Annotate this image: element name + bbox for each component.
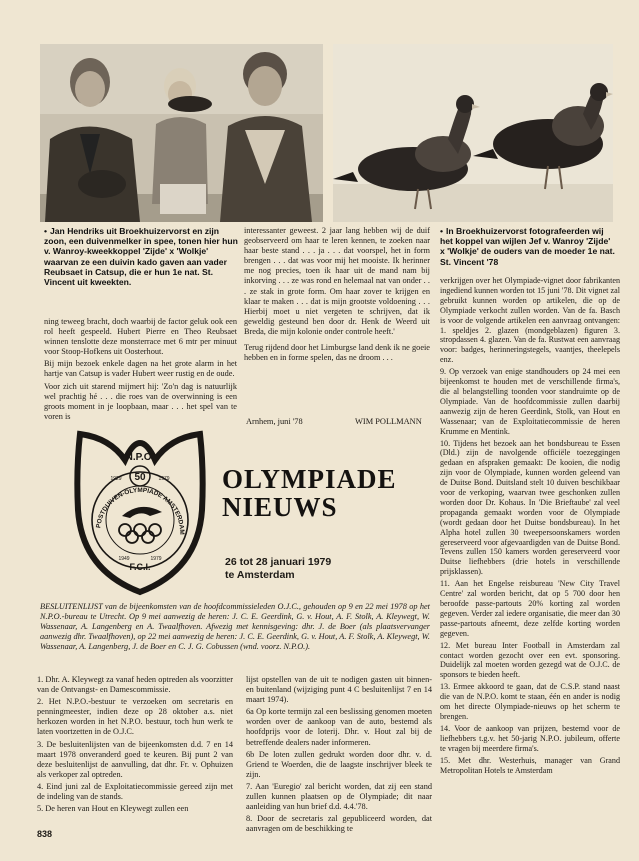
right-column-paragraph: 9. Op verzoek van enige standhouders op 24 mei een bijeenkomst te houden met de verschillende firma's, die al belangstelling toonden voor standruimte op de Olympiade. Van de hoofdcommissie zullen daarbij aanwezig zijn de heren Geerdink, Stolk, van Hout en Wassenaar; van de Exploitatiecommissie de heren Krumme en Mentink.: [440, 367, 620, 436]
logo-bottom-left: 1949: [118, 556, 130, 562]
logo-ring-text: POSTDUIVEN-OLYMPIADE AMSTERDAM: [95, 486, 186, 535]
right-column-paragraph: 10. Tijdens het bezoek aan het bondsbureau te Essen (Dld.) zijn de navolgende officiële toezeggingen gedaan en afspraken gemaakt: De kooien, die nodig zijn voor de Olympiade, kunnen worden geleend van de Duitse Bond. Duitsland stelt 10 duiven beschikbaar voor de verkoping, waarvan twee geschonken zullen worden door Dr. Kohaus. In 'Die Brieftaube' zal veel propaganda gemaakt worden voor de Olympiade (wordt gedaan door het Duitse bondsbureau). In het Alpha hotel zullen 30 tweepersoonskamers worden gereserveerd voor afgevaardigden van de Duitse Bond. Tevens zullen 150 kamers worden gereserveerd voor Duitse liefhebbers (drie hotels in verschillende prijsklassen).: [440, 438, 620, 577]
right-column-paragraph: 12. Met bureau Inter Football in Amsterdam zal contact worden gezocht over een evt. sponsoring. Duidelijk zal moeten worden gezegd wat de O.J.C. de sponsors te bieden heeft.: [440, 640, 620, 680]
article-column-2: [244, 226, 430, 365]
besluit-item: 2. Het N.P.O.-bestuur te verzoeken om secretaris en penningmeester, indien deze op 28 oktober a.s. niet herkozen worden in het N.P.O. bestuur, toch hun werk te laten voortzetten in de O.J.C.: [37, 697, 233, 737]
logo-year-right: 1979: [158, 476, 170, 482]
article-paragraph: ning teweeg bracht, doch waarbij de factor geluk ook een rol heeft gespeeld. Hubert Pierre en Theo Reubsaet winnen tenslotte deze monsterrace met 6 mtr per minuut voor Stoop-Hofkens uit Oosterhout.: [44, 317, 237, 357]
besluit-item: 3. De besluitenlijsten van de bijeenkomsten d.d. 7 en 14 maart 1978 onveranderd goed te keuren. Bij punt 2 van deze besluitenlijst de aanvulling, dat dhr. Fr. v. Ophuizen als verkoper zal optreden.: [37, 739, 233, 779]
besluit-item: 5. De heren van Hout en Kleywegt zullen een: [37, 804, 189, 814]
event-date: 26 tot 28 januari 1979: [225, 556, 332, 568]
article-place-date: Arnhem, juni '78: [246, 417, 303, 426]
article-paragraph: Terug rijdend door het Limburgse land denk ik ne goeie hebben en in forme spelen, das ne droom . . .: [244, 343, 430, 363]
olympiade-logo: [70, 420, 210, 598]
right-column-paragraph: 15. Met dhr. Westerhuis, manager van Grand Metropolitan Hotels te Amsterdam: [440, 755, 620, 775]
besluiten-column-middle: [246, 675, 432, 836]
section-title-line1: OLYMPIADE: [222, 464, 397, 494]
article-paragraph: Voor zich uit starend mijmert hij: 'Zo'n dag is natuurlijk wel prachtig hé . . . die roes van de overwinning is een groots moment in je loopbaan, maar . . . het spel van te voren is: [44, 381, 237, 421]
logo-bottom-text: F.C.I.: [129, 562, 151, 572]
article-column-1: [44, 317, 237, 424]
right-column-paragraph: 11. Aan het Engelse reisbureau 'New City Travel Centre' zal worden bericht, dat op 5 700 door hen beroofde passe-partouts 20% korting zal worden gegeven. Verder zal iedere organisatie, die meer dan 30 passe-partouts afneemt, deze zelfde korting worden gegeven.: [440, 579, 620, 638]
photo-breeders-with-pigeons: [40, 44, 323, 222]
besluit-item: 6b De loten zullen gedrukt worden door dhr. v. d. Griend te Woerden, die de laagste inschrijver bleek te zijn.: [246, 749, 432, 779]
besluit-item: 6a Op korte termijn zal een beslissing genomen moeten worden over de aankoop van de auto, bestemd als hoofdprijs voor de loterij. Dhr. v. Hout zal bij de betreffende dealers nader informeren.: [246, 707, 432, 747]
right-column: [440, 276, 620, 777]
bullet-icon: •: [440, 226, 444, 236]
caption-right-photo: • In Broekhuizervorst fotografeerden wij het koppel van wijlen Jef v. Wanroy 'Zijde' x 'Wolkje' de ouders van de moeder 1e nat. St. Vincent '78: [440, 226, 615, 267]
besluit-item: 7. Aan 'Euregio' zal bericht worden, dat zij een stand zullen kunnen plaatsen op de Olympiade; dit naar aanleiding van hun brief d.d. 4.4.'78.: [246, 781, 432, 812]
logo-number: 50: [134, 472, 146, 483]
photo-pigeon-pair: [333, 44, 613, 222]
logo-top-text: N.P.O.: [125, 452, 155, 463]
right-column-paragraph: 14. Voor de aankoop van prijzen, bestemd voor de liefhebbers t.g.v. het 50-jarig N.P.O. jubileum, offerte te vragen bij meerdere firma's.: [440, 723, 620, 753]
page-number: 838: [37, 829, 53, 839]
bullet-icon: •: [44, 226, 48, 236]
logo-year-left: 1929: [110, 476, 122, 482]
caption-left-photo: • Jan Hendriks uit Broekhuizervorst en zijn zoon, een duivenmelker in spee, tonen hier hun v. Wanroy-kweekkoppel 'Zijde' x 'Wolkje' waarvan ze een duivin kado gaven aan vader Reubsaet in Catsup, die er hun 1e nat. St. Vincent uit kweekten.: [44, 226, 238, 288]
besluiten-column-left: [37, 675, 233, 816]
besluit-item: 8. Door de secretaris zal gepubliceerd worden, dat aanvragen om de beschikking te: [246, 814, 432, 834]
besluit-item: 1. Dhr. A. Kleywegt za vanaf heden optreden als voorzitter van de Ontvangst- en Damescommissie.: [37, 675, 233, 695]
article-paragraph: Bij mijn bezoek enkele dagen na het grote alarm in het hartje van Catsup is vader Hubert weer rustig en de oude.: [44, 359, 237, 379]
logo-bottom-right: 1979: [150, 556, 162, 562]
event-location: te Amsterdam: [225, 569, 295, 581]
besluitenlijst-intro: BESLUITENLIJST van de bijeenkomsten van de hoofdcommissieleden O.J.C., gehouden op 9 en 22 mei 1978 op het N.P.O.-bureau te Utrecht. Op 9 mei aanwezig de heren: J. C. E. Geerdink, G. v. Hout, A. F. Stolk, A. Kleywegt, W. Wassenaar, A. Langenberg en A. Twaalfhoven. Afwezig met kennisgeving: dhr. J. de Boer (als plaatsvervanger aanwezig dhr. Twaalfhoven), op 22 mei aanwezig de heren: J. C. E. Geerdink, G. v. Hout, A. F. Stolk, A. Kleywegt, W. Wassenaar, A. Langenberg, J. de Boer en C. J. G. Cobussen (wnd. voorz. N.P.O.).: [40, 602, 430, 652]
besluit-item: lijst opstellen van de uit te nodigen gasten uit binnen- en buitenland (wijziging punt 4 C besluitenlijst 7 en 14 maart 1974).: [246, 675, 432, 705]
article-author: WIM POLLMANN: [355, 417, 422, 426]
article-paragraph: interessanter geweest. 2 jaar lang hebben wij de duif geobserveerd om haar te leren kennen, te zoeken naar haar beste stand . . . ja . . . dat voorspel, het in form brengen . . . dat was voor mij het mooiste. Ik herinner me nog precies, toen ik haar uit de mand nam bij inkorving . . . ze was rond en helemaal nat van onder . . . ze stak in grote form. Om haar zover te krijgen en klaar te maken . . . dat is mijn grootste voldoening . . . Hierbij moet u niet vergeten te schrijven, dat ik geweldig gesteund ben door dr. Henk de Weerd uit Breda, die mijn kolonie onder controle heeft.': [244, 226, 430, 336]
right-column-paragraph: verkrijgen over het Olympiade-vignet door fabrikanten ingediend kunnen worden tot 15 juni '78. Dit vignet zal gebruikt kunnen worden op artikelen, die op de Olympiade verkocht zullen worden. Van de fa. Basch is voor de volgende artikelen een aanvraag ontvangen: 1. speldjes 2. glazen (mondgeblazen) figuren 3. stropdassen 4. glazen. Van de fa. Rustwat een aanvraag voor: badges, herinneringstegels, vaantjes, theelepels enz.: [440, 276, 620, 365]
besluit-item: 4. Eind juni zal de Exploitatiecommissie gereed zijn met de indeling van de stands.: [37, 781, 233, 802]
section-title-line2: NIEUWS: [222, 492, 338, 522]
right-column-paragraph: 13. Ermee akkoord te gaan, dat de C.S.P. stand naast die van de N.P.O. komt te staan, één en ander is nodig om het directe Olympiade-nieuws op het scherm te brengen.: [440, 682, 620, 721]
